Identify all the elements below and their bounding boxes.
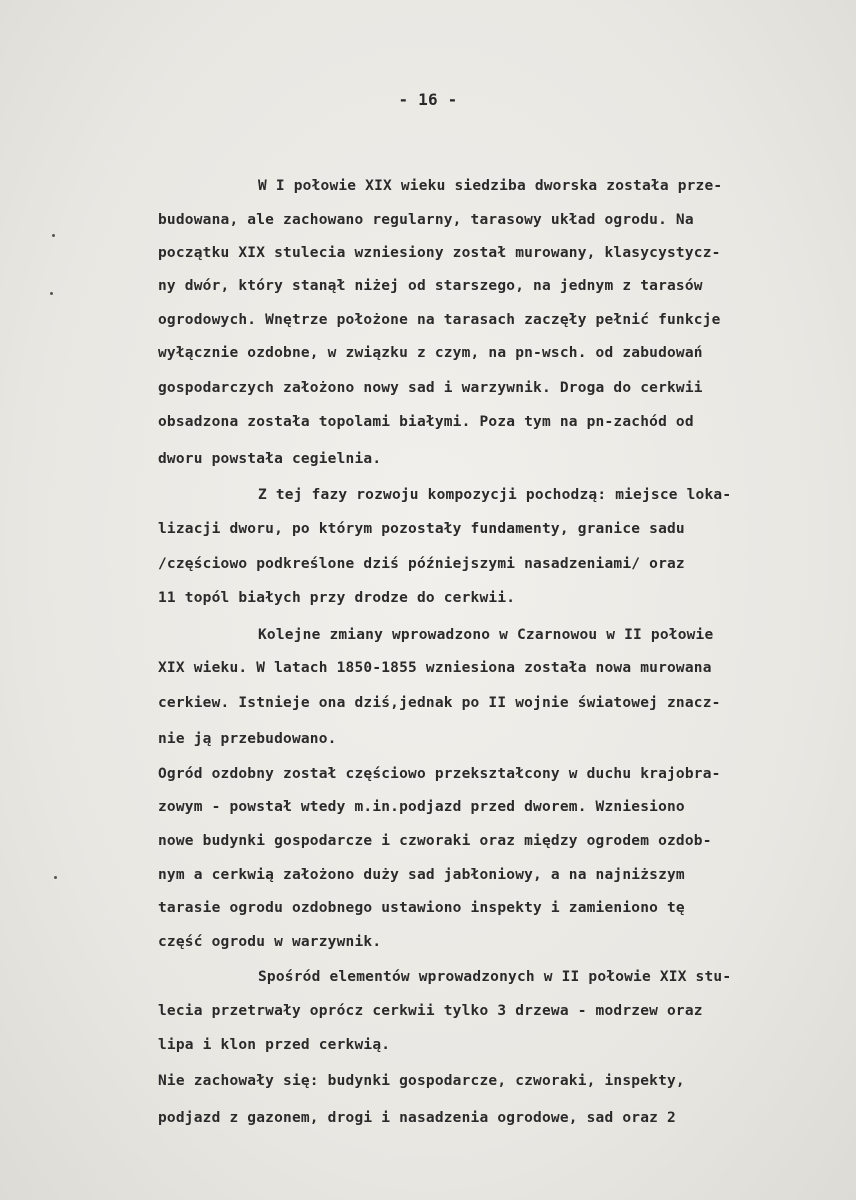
text-line: lecia przetrwały oprócz cerkwii tylko 3 drzewa - modrzew oraz [158, 1003, 703, 1019]
text-line: Z tej fazy rozwoju kompozycji pochodzą: miejsce loka- [258, 487, 732, 503]
text-line: ogrodowych. Wnętrze położone na tarasach zaczęły pełnić funkcje [158, 312, 721, 328]
text-line: Kolejne zmiany wprowadzono w Czarnowou w II połowie [258, 627, 714, 643]
text-line: budowana, ale zachowano regularny, tarasowy układ ogrodu. Na [158, 212, 694, 228]
text-line: początku XIX stulecia wzniesiony został murowany, klasycystycz- [158, 245, 721, 261]
text-line: gospodarczych założono nowy sad i warzywnik. Droga do cerkwii [158, 380, 703, 396]
text-line: 11 topól białych przy drodze do cerkwii. [158, 590, 516, 606]
text-line: zowym - powstał wtedy m.in.podjazd przed dworem. Wzniesiono [158, 799, 685, 815]
text-line: dworu powstała cegielnia. [158, 451, 382, 467]
text-line: ny dwór, który stanął niżej od starszego, na jednym z tarasów [158, 278, 703, 294]
text-line: wyłącznie ozdobne, w związku z czym, na pn-wsch. od zabudowań [158, 345, 703, 361]
text-line: Nie zachowały się: budynki gospodarcze, czworaki, inspekty, [158, 1073, 685, 1089]
text-line: obsadzona została topolami białymi. Poza tym na pn-zachód od [158, 414, 694, 430]
text-line: cerkiew. Istnieje ona dziś,jednak po II wojnie światowej znacz- [158, 695, 721, 711]
margin-speck [54, 876, 57, 879]
margin-speck [50, 292, 53, 295]
text-line: W I połowie XIX wieku siedziba dworska została prze- [258, 178, 723, 194]
text-line: tarasie ogrodu ozdobnego ustawiono inspekty i zamieniono tę [158, 900, 685, 916]
text-line: XIX wieku. W latach 1850-1855 wzniesiona została nowa murowana [158, 660, 712, 676]
text-line: Ogród ozdobny został częściowo przekształcony w duchu krajobra- [158, 766, 721, 782]
text-line: nowe budynki gospodarcze i czworaki oraz między ogrodem ozdob- [158, 833, 712, 849]
text-line: nym a cerkwią założono duży sad jabłoniowy, a na najniższym [158, 867, 685, 883]
text-line: /częściowo podkreślone dziś późniejszymi nasadzeniami/ oraz [158, 556, 685, 572]
text-line: nie ją przebudowano. [158, 731, 337, 747]
text-line: lizacji dworu, po którym pozostały fundamenty, granice sadu [158, 521, 685, 537]
margin-speck [52, 234, 55, 237]
text-line: Spośród elementów wprowadzonych w II połowie XIX stu- [258, 969, 732, 985]
page-number: - 16 - [398, 90, 458, 109]
text-line: lipa i klon przed cerkwią. [158, 1037, 391, 1053]
text-line: podjazd z gazonem, drogi i nasadzenia ogrodowe, sad oraz 2 [158, 1110, 676, 1126]
text-line: część ogrodu w warzywnik. [158, 934, 382, 950]
